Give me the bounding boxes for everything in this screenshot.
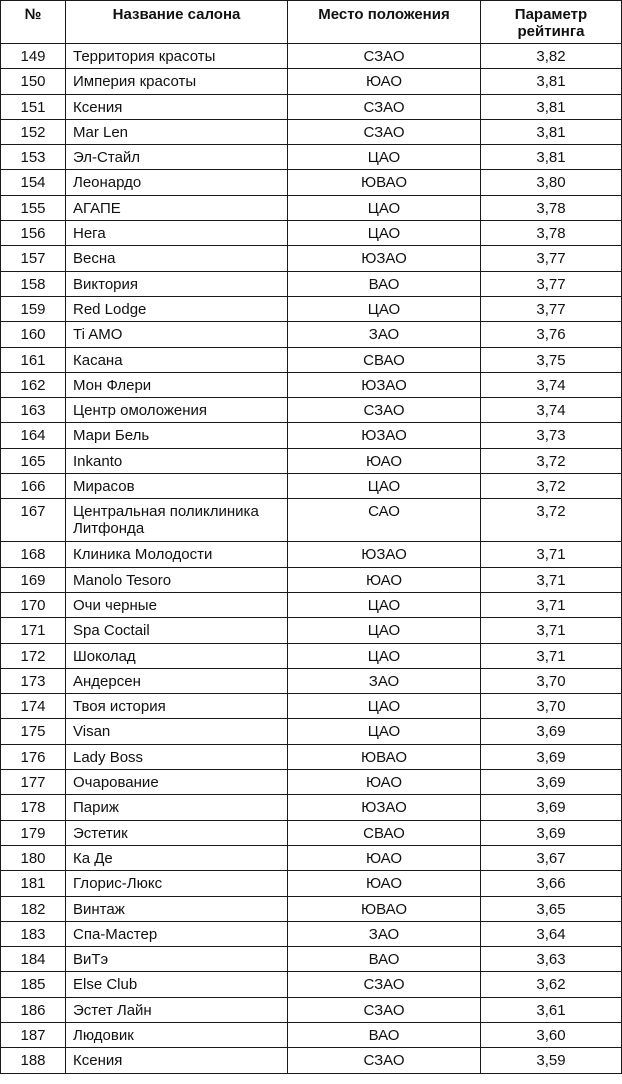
row-number: 175 <box>1 719 66 744</box>
salon-name: Спа-Мастер <box>66 921 288 946</box>
table-row <box>1 567 622 592</box>
row-number: 167 <box>1 499 66 542</box>
salon-name: Red Lodge <box>66 296 288 321</box>
row-number: 169 <box>1 567 66 592</box>
table-row <box>1 145 622 170</box>
salon-location: СЗАО <box>288 972 481 997</box>
row-number: 176 <box>1 744 66 769</box>
table-row <box>1 719 622 744</box>
salon-name: Inkanto <box>66 448 288 473</box>
row-number: 156 <box>1 221 66 246</box>
table-row <box>1 820 622 845</box>
row-number: 187 <box>1 1022 66 1047</box>
salon-location: ЗАО <box>288 668 481 693</box>
salon-rating: 3,77 <box>481 296 622 321</box>
salon-location: СЗАО <box>288 119 481 144</box>
salon-name: Эстет Лайн <box>66 997 288 1022</box>
salon-location: ЦАО <box>288 719 481 744</box>
salon-name: Ка Де <box>66 845 288 870</box>
salon-location: ЮВАО <box>288 170 481 195</box>
row-number: 170 <box>1 592 66 617</box>
salon-rating: 3,69 <box>481 820 622 845</box>
salon-location: ЦАО <box>288 296 481 321</box>
salon-name: Mar Len <box>66 119 288 144</box>
table-row <box>1 972 622 997</box>
table-row <box>1 997 622 1022</box>
table-row <box>1 592 622 617</box>
salon-location: ЮАО <box>288 69 481 94</box>
salon-rating: 3,61 <box>481 997 622 1022</box>
header-rating <box>481 1 622 44</box>
salon-name: АГАПЕ <box>66 195 288 220</box>
row-number: 150 <box>1 69 66 94</box>
salon-location: ЦАО <box>288 221 481 246</box>
table-row <box>1 795 622 820</box>
salon-rating: 3,70 <box>481 668 622 693</box>
table-row <box>1 921 622 946</box>
salon-location: ЦАО <box>288 474 481 499</box>
salon-rating: 3,77 <box>481 246 622 271</box>
salon-name: Ксения <box>66 1048 288 1073</box>
row-number: 152 <box>1 119 66 144</box>
row-number: 180 <box>1 845 66 870</box>
salon-name: Империя красоты <box>66 69 288 94</box>
salon-rating: 3,78 <box>481 221 622 246</box>
salon-rating: 3,80 <box>481 170 622 195</box>
salon-location: ВАО <box>288 947 481 972</box>
table-row <box>1 668 622 693</box>
row-number: 166 <box>1 474 66 499</box>
row-number: 160 <box>1 322 66 347</box>
salon-rating: 3,63 <box>481 947 622 972</box>
salon-location: ЦАО <box>288 618 481 643</box>
table-row <box>1 896 622 921</box>
salon-location: СЗАО <box>288 997 481 1022</box>
salon-location: СЗАО <box>288 44 481 69</box>
salon-rating: 3,71 <box>481 643 622 668</box>
row-number: 159 <box>1 296 66 321</box>
salon-location: ЮАО <box>288 770 481 795</box>
salon-location: ЮАО <box>288 448 481 473</box>
row-number: 183 <box>1 921 66 946</box>
salon-name: Ti AMO <box>66 322 288 347</box>
salon-rating: 3,70 <box>481 694 622 719</box>
row-number: 173 <box>1 668 66 693</box>
salon-name: Manolo Tesoro <box>66 567 288 592</box>
salon-name: Весна <box>66 246 288 271</box>
row-number: 162 <box>1 372 66 397</box>
header-location: Место положения <box>288 1 481 44</box>
table-row <box>1 94 622 119</box>
salon-rating: 3,72 <box>481 499 622 542</box>
salon-location: СЗАО <box>288 398 481 423</box>
salon-location: ЮАО <box>288 871 481 896</box>
salon-name: Центральная поликлиника Литфонда <box>66 499 288 542</box>
salon-name: Клиника Молодости <box>66 542 288 567</box>
table-row <box>1 474 622 499</box>
salon-name: Очарование <box>66 770 288 795</box>
table-row <box>1 322 622 347</box>
table-row <box>1 694 622 719</box>
row-number: 157 <box>1 246 66 271</box>
row-number: 181 <box>1 871 66 896</box>
salon-location: ЮЗАО <box>288 795 481 820</box>
salon-name: Территория красоты <box>66 44 288 69</box>
salon-name: Очи черные <box>66 592 288 617</box>
salon-name: Париж <box>66 795 288 820</box>
header-row <box>1 1 622 44</box>
table-row <box>1 195 622 220</box>
row-number: 163 <box>1 398 66 423</box>
salon-location: ЦАО <box>288 592 481 617</box>
salon-rating: 3,64 <box>481 921 622 946</box>
table-row <box>1 271 622 296</box>
row-number: 172 <box>1 643 66 668</box>
row-number: 174 <box>1 694 66 719</box>
salon-location: ЗАО <box>288 322 481 347</box>
salon-name: Виктория <box>66 271 288 296</box>
table-row <box>1 347 622 372</box>
table-row <box>1 618 622 643</box>
row-number: 171 <box>1 618 66 643</box>
salon-rating: 3,76 <box>481 322 622 347</box>
table-row <box>1 44 622 69</box>
salon-rating: 3,81 <box>481 94 622 119</box>
salon-name: Visan <box>66 719 288 744</box>
salon-location: ЦАО <box>288 694 481 719</box>
salon-name: Ксения <box>66 94 288 119</box>
table-row <box>1 448 622 473</box>
table-row <box>1 69 622 94</box>
table-row <box>1 947 622 972</box>
row-number: 179 <box>1 820 66 845</box>
salon-name: Эстетик <box>66 820 288 845</box>
header-rating-line1: Параметр <box>514 6 588 23</box>
table-row <box>1 499 622 542</box>
salon-name: Касана <box>66 347 288 372</box>
salon-location: ЮЗАО <box>288 542 481 567</box>
row-number: 153 <box>1 145 66 170</box>
header-num: № <box>1 1 66 44</box>
salon-location: ЮЗАО <box>288 423 481 448</box>
salon-rating: 3,65 <box>481 896 622 921</box>
salon-rating: 3,81 <box>481 119 622 144</box>
row-number: 188 <box>1 1048 66 1073</box>
salon-rating: 3,73 <box>481 423 622 448</box>
table-row <box>1 423 622 448</box>
salon-name: Глорис-Люкс <box>66 871 288 896</box>
salon-rating: 3,67 <box>481 845 622 870</box>
salon-location: СВАО <box>288 347 481 372</box>
row-number: 185 <box>1 972 66 997</box>
salon-rating: 3,77 <box>481 271 622 296</box>
salon-name: Spa Coctail <box>66 618 288 643</box>
salon-name: Андерсен <box>66 668 288 693</box>
salon-location: ВАО <box>288 271 481 296</box>
salon-name: Твоя история <box>66 694 288 719</box>
row-number: 186 <box>1 997 66 1022</box>
table-row <box>1 119 622 144</box>
salon-rating: 3,71 <box>481 618 622 643</box>
header-rating-line2: рейтинга <box>517 23 585 40</box>
row-number: 149 <box>1 44 66 69</box>
table-row <box>1 221 622 246</box>
salon-location: ЗАО <box>288 921 481 946</box>
salon-rating: 3,75 <box>481 347 622 372</box>
salon-rating: 3,71 <box>481 542 622 567</box>
salon-location: СВАО <box>288 820 481 845</box>
table-row <box>1 542 622 567</box>
row-number: 177 <box>1 770 66 795</box>
salon-rating: 3,72 <box>481 474 622 499</box>
salon-location: САО <box>288 499 481 542</box>
table-row <box>1 643 622 668</box>
row-number: 151 <box>1 94 66 119</box>
salon-rating: 3,74 <box>481 398 622 423</box>
salon-name: Винтаж <box>66 896 288 921</box>
table-row <box>1 1022 622 1047</box>
salon-rating: 3,71 <box>481 592 622 617</box>
salon-rating: 3,72 <box>481 448 622 473</box>
salon-rating: 3,69 <box>481 770 622 795</box>
salon-location: ЮАО <box>288 567 481 592</box>
table-row <box>1 845 622 870</box>
salon-location: ЮЗАО <box>288 372 481 397</box>
row-number: 168 <box>1 542 66 567</box>
salon-location: ЦАО <box>288 145 481 170</box>
salon-rating: 3,81 <box>481 145 622 170</box>
salon-name: Эл-Стайл <box>66 145 288 170</box>
salon-rating: 3,66 <box>481 871 622 896</box>
salon-location: ЮАО <box>288 845 481 870</box>
salon-location: СЗАО <box>288 1048 481 1073</box>
salon-rating: 3,60 <box>481 1022 622 1047</box>
table-row <box>1 372 622 397</box>
salon-rating: 3,71 <box>481 567 622 592</box>
row-number: 154 <box>1 170 66 195</box>
salon-location: ЮЗАО <box>288 246 481 271</box>
salon-name: Мон Флери <box>66 372 288 397</box>
salon-name: Шоколад <box>66 643 288 668</box>
table-row <box>1 770 622 795</box>
salon-rating: 3,59 <box>481 1048 622 1073</box>
salon-rating: 3,69 <box>481 744 622 769</box>
row-number: 158 <box>1 271 66 296</box>
row-number: 184 <box>1 947 66 972</box>
table-row <box>1 1048 622 1073</box>
row-number: 178 <box>1 795 66 820</box>
salon-name: Нега <box>66 221 288 246</box>
salon-location: СЗАО <box>288 94 481 119</box>
row-number: 155 <box>1 195 66 220</box>
row-number: 182 <box>1 896 66 921</box>
salon-name: Мари Бель <box>66 423 288 448</box>
row-number: 164 <box>1 423 66 448</box>
salon-location: ВАО <box>288 1022 481 1047</box>
table-row <box>1 744 622 769</box>
table-row <box>1 296 622 321</box>
salon-name: Lady Boss <box>66 744 288 769</box>
salon-location: ЦАО <box>288 195 481 220</box>
salon-name: ВиТэ <box>66 947 288 972</box>
salon-name: Мирасов <box>66 474 288 499</box>
salon-rating: 3,62 <box>481 972 622 997</box>
salon-name: Else Club <box>66 972 288 997</box>
salon-name: Людовик <box>66 1022 288 1047</box>
salon-rating: 3,78 <box>481 195 622 220</box>
salon-rating: 3,81 <box>481 69 622 94</box>
table-row <box>1 871 622 896</box>
table-row <box>1 246 622 271</box>
salon-rating: 3,69 <box>481 795 622 820</box>
salon-location: ЮВАО <box>288 744 481 769</box>
salon-rating: 3,69 <box>481 719 622 744</box>
row-number: 165 <box>1 448 66 473</box>
header-name: Название салона <box>66 1 288 44</box>
row-number: 161 <box>1 347 66 372</box>
salon-location: ЦАО <box>288 643 481 668</box>
table-body <box>1 44 622 1074</box>
table-header <box>1 1 622 44</box>
salon-rating: 3,74 <box>481 372 622 397</box>
salon-name: Леонардо <box>66 170 288 195</box>
table-row <box>1 398 622 423</box>
salon-rating: 3,82 <box>481 44 622 69</box>
salon-location: ЮВАО <box>288 896 481 921</box>
table-row <box>1 170 622 195</box>
salon-name: Центр омоложения <box>66 398 288 423</box>
